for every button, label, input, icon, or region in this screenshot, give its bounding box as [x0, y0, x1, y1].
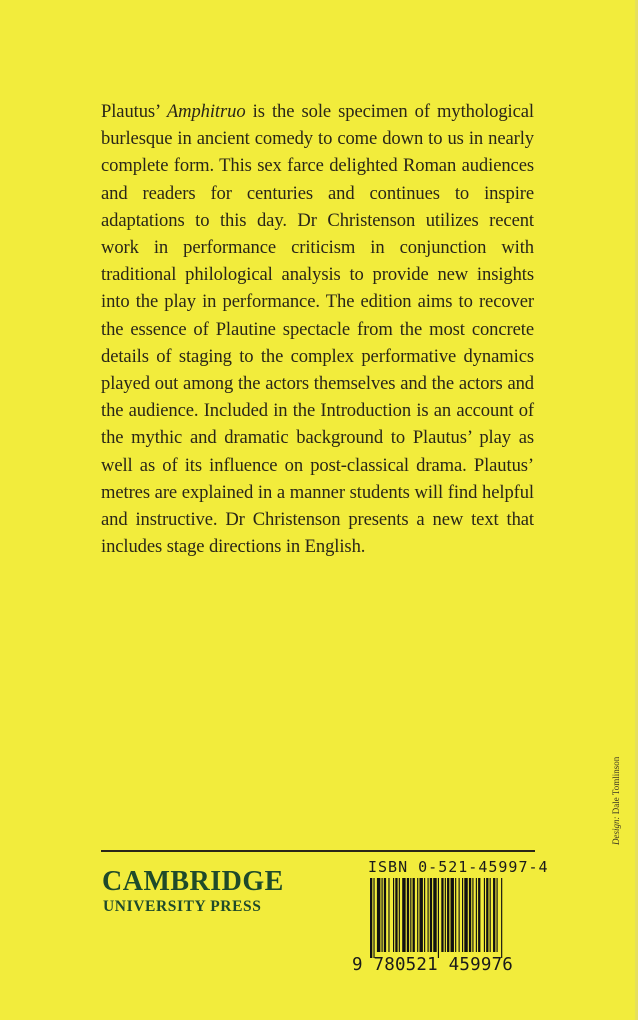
isbn-label: ISBN 0-521-45997-4 [368, 858, 549, 876]
barcode-bar [395, 878, 397, 952]
barcode-bar [377, 878, 380, 952]
barcode-bar [402, 878, 405, 952]
barcode-bar [433, 878, 436, 952]
barcode-bar [430, 878, 432, 952]
barcode-bar [462, 878, 463, 952]
barcode-bar [382, 878, 383, 952]
barcode-bar [447, 878, 449, 952]
barcode-bar [451, 878, 454, 952]
barcode-bar [501, 878, 502, 958]
divider-rule [101, 850, 535, 852]
barcode-bar [472, 878, 473, 952]
barcode-bar [459, 878, 460, 952]
barcode-number: 9 780521 459976 [352, 955, 514, 975]
barcode-bar [493, 878, 495, 952]
barcode-bar [370, 878, 372, 958]
barcode-bar [407, 878, 409, 952]
barcode-bar [486, 878, 488, 952]
barcode-bar [384, 878, 386, 952]
barcode-bar [413, 878, 415, 952]
barcode-bar [417, 878, 418, 952]
barcode-bar [490, 878, 491, 952]
blurb-body: is the sole specimen of mythological burlesque in ancient comedy to come down to us in nearly complete form. This sex farce delighted Roman audiences and readers for centuries and continues to inspire adaptations to this day. Dr Christenson utilizes recent work in performance criticism in conjunction with traditional philological analysis to provide new insights into the play in performance. The edition aims to recover the essence of Plautine spectacle from the most concrete details of staging to the complex performative dynamics played out among the actors themselves and the actors and the audience. Included in the Introduction is an account of the mythic and dramatic background to Plautus’ play as well as of its influence on post-classical drama. Plautus’ metres are explained in a manner students will find helpful and instructive. Dr Christenson presents a new text that includes stage directions in English. [101, 101, 534, 558]
design-credit [611, 757, 621, 845]
barcode-bar [373, 878, 374, 958]
barcode-graphic [370, 878, 530, 958]
barcode-bar [464, 878, 467, 952]
barcode-bar [478, 878, 480, 952]
barcode-bar [455, 878, 456, 952]
barcode-bar [410, 878, 411, 952]
barcode-bar [469, 878, 471, 952]
barcode-bar [419, 878, 422, 952]
barcode-bar [497, 878, 498, 952]
barcode-bar [393, 878, 394, 952]
barcode-bar [476, 878, 477, 952]
barcode-bar [438, 878, 439, 958]
publisher-subtitle: UNIVERSITY PRESS [103, 898, 262, 915]
publisher-name: CAMBRIDGE [102, 866, 284, 897]
design-credit-label: Design: [611, 816, 621, 845]
barcode-bar [428, 878, 429, 952]
blurb-lead: Plautus’ [101, 101, 160, 122]
barcode-bar [424, 878, 425, 952]
barcode-bar [441, 878, 443, 952]
barcode-bar [445, 878, 446, 952]
barcode-bar [484, 878, 485, 952]
barcode-bar [388, 878, 389, 952]
back-cover-blurb [101, 98, 534, 560]
design-credit-name: Dale Tomlinson [611, 756, 621, 815]
publisher-logo [102, 867, 284, 917]
barcode-bar [399, 878, 400, 952]
book-title: Amphitruo [166, 101, 246, 122]
